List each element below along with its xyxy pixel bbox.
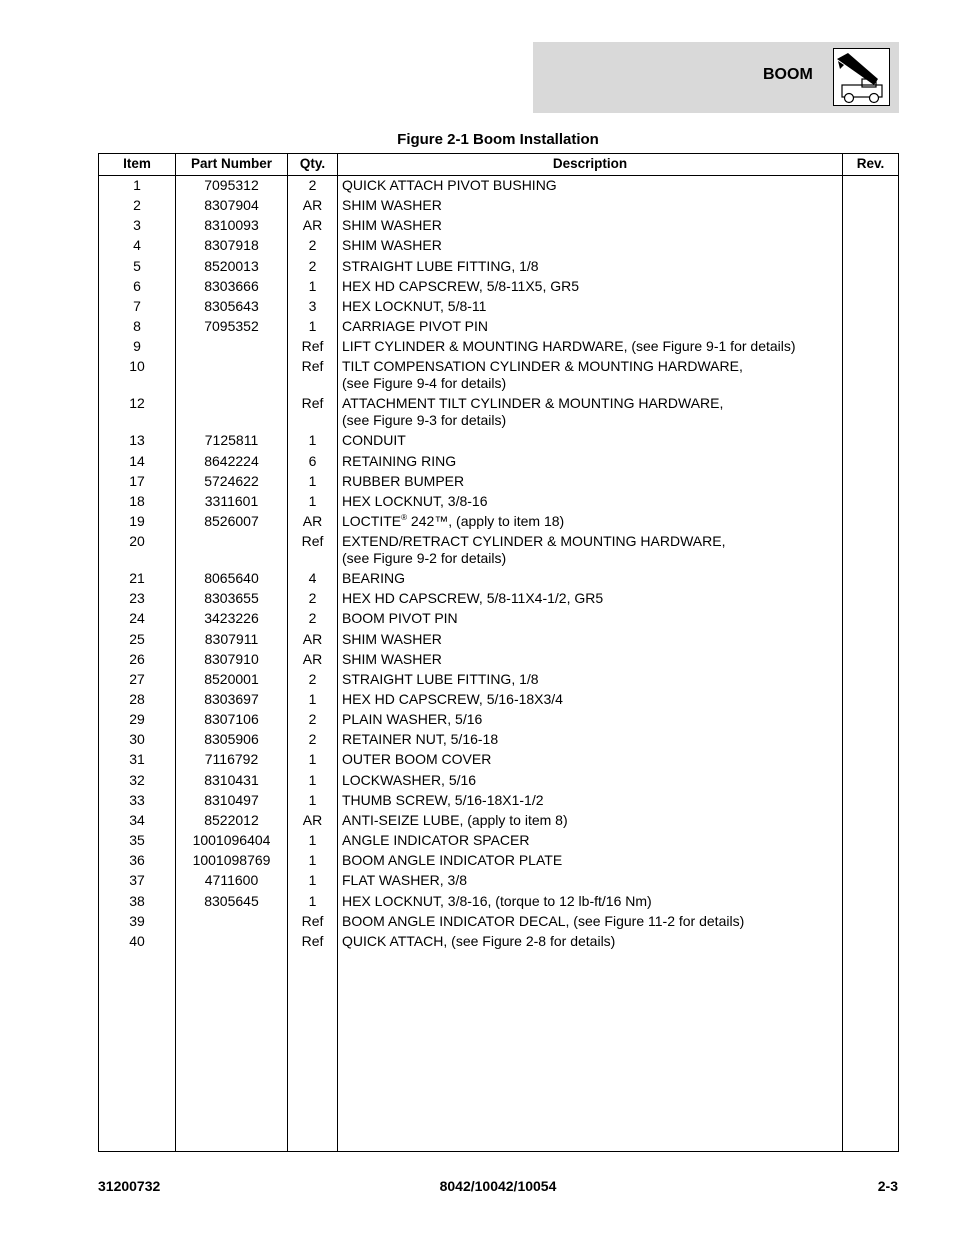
part-number-cell: 8310093	[204, 217, 259, 234]
item-cell: 7	[133, 297, 141, 314]
description-cell	[342, 933, 842, 950]
description-cell	[342, 671, 842, 688]
description-cell	[342, 731, 842, 748]
description-text: STRAIGHT LUBE FITTING, 1/8	[342, 670, 539, 687]
qty-cell: 1	[308, 472, 317, 489]
description-cell	[342, 872, 842, 889]
part-number-cell: 8307911	[204, 630, 259, 647]
qty-cell: 1	[308, 318, 317, 335]
part-number-cell: 8520013	[204, 257, 259, 274]
part-number-cell: 4711600	[204, 872, 259, 889]
qty-cell: AR	[302, 197, 323, 214]
description-cell	[342, 338, 842, 355]
description-cell	[342, 197, 842, 214]
qty-cell: 1	[308, 872, 317, 889]
description-text: CARRIAGE PIVOT PIN	[342, 318, 488, 335]
qty-cell: Ref	[301, 932, 324, 949]
description-cell	[342, 533, 842, 567]
description-cell	[342, 570, 842, 587]
part-number-cell: 1001096404	[192, 832, 271, 849]
item-cell: 10	[129, 358, 145, 375]
qty-cell: 2	[308, 711, 317, 728]
part-number-cell: 7095352	[204, 318, 259, 335]
part-number-cell: 1001098769	[192, 852, 271, 869]
description-text: QUICK ATTACH, (see Figure 2-8 for details)	[342, 932, 616, 949]
description-text: SHIM WASHER	[342, 630, 442, 647]
description-text: BOOM ANGLE INDICATOR DECAL, (see Figure 11-2 for details)	[342, 912, 745, 929]
item-cell: 32	[129, 771, 145, 788]
description-text: EXTEND/RETRACT CYLINDER & MOUNTING HARDWARE, (see Figure 9-2 for details)	[342, 533, 726, 567]
description-cell	[342, 751, 842, 768]
description-text: HEX LOCKNUT, 5/8-11	[342, 297, 487, 314]
description-cell	[342, 318, 842, 335]
qty-cell: AR	[302, 650, 323, 667]
description-cell	[342, 493, 842, 510]
item-cell: 27	[129, 670, 145, 687]
part-number-cell: 8303666	[204, 277, 259, 294]
column-header-item: Item	[123, 156, 151, 171]
item-cell: 5	[133, 257, 141, 274]
boom-telehandler-icon	[833, 48, 890, 106]
item-cell: 3	[133, 217, 141, 234]
item-cell: 19	[129, 512, 145, 529]
qty-cell: 4	[308, 570, 317, 587]
qty-cell: 2	[308, 177, 317, 193]
registered-mark: ®	[401, 512, 408, 522]
qty-cell: 1	[308, 432, 317, 449]
description-text: HEX HD CAPSCREW, 5/8-11X4-1/2, GR5	[342, 590, 604, 607]
part-number-cell: 5724622	[204, 472, 259, 489]
part-number-cell: 8065640	[204, 570, 259, 587]
description-cell	[342, 237, 842, 254]
qty-cell: 1	[308, 791, 317, 808]
qty-cell: Ref	[301, 912, 324, 929]
item-cell: 1	[133, 177, 141, 193]
description-text: FLAT WASHER, 3/8	[342, 872, 467, 889]
description-text: SHIM WASHER	[342, 197, 442, 214]
qty-cell: 1	[308, 751, 317, 768]
item-cell: 37	[129, 872, 145, 889]
item-cell: 20	[129, 533, 145, 550]
qty-cell: 1	[308, 771, 317, 788]
part-number-cell: 8303697	[204, 691, 259, 707]
description-cell	[342, 792, 842, 809]
description-cell	[342, 358, 842, 392]
header-divider	[99, 175, 898, 176]
column-header-description: Description	[552, 156, 628, 171]
item-cell: 13	[129, 432, 145, 449]
qty-cell: 2	[308, 610, 317, 627]
part-number-cell: 8305906	[204, 731, 259, 748]
description-text: OUTER BOOM COVER	[342, 751, 492, 768]
item-cell: 14	[129, 452, 145, 469]
item-cell: 36	[129, 852, 145, 869]
part-number-cell: 8307904	[204, 197, 259, 214]
part-number-cell: 8526007	[204, 512, 259, 529]
qty-cell: AR	[302, 630, 323, 647]
description-text: RETAINER NUT, 5/16-18	[342, 731, 499, 748]
part-number-cell: 7116792	[204, 751, 259, 768]
item-cell: 38	[129, 892, 145, 909]
item-cell: 31	[129, 751, 145, 768]
qty-cell: 1	[308, 492, 317, 509]
item-cell: 34	[129, 811, 145, 828]
part-number-cell: 3423226	[204, 610, 259, 627]
description-text: RUBBER BUMPER	[342, 472, 465, 489]
description-text: CONDUIT	[342, 432, 406, 449]
description-cell	[342, 651, 842, 668]
description-text: PLAIN WASHER, 5/16	[342, 711, 483, 728]
figure-title: Figure 2-1 Boom Installation	[397, 131, 599, 148]
description-text: LOCTITE	[342, 512, 402, 529]
description-text: SHIM WASHER	[342, 650, 442, 667]
part-number-cell: 8642224	[204, 452, 259, 469]
qty-cell: Ref	[301, 358, 324, 375]
item-cell: 9	[133, 338, 141, 355]
part-number-cell: 8310431	[204, 771, 259, 788]
description-cell	[342, 258, 842, 275]
qty-cell: Ref	[301, 533, 324, 550]
description-text: BOOM ANGLE INDICATOR PLATE	[342, 852, 563, 869]
item-cell: 30	[129, 731, 145, 748]
qty-cell: 2	[308, 237, 317, 254]
qty-cell: 2	[308, 590, 317, 607]
description-text: LIFT CYLINDER & MOUNTING HARDWARE, (see Figure 9-1 for details)	[342, 338, 796, 355]
item-cell: 21	[129, 570, 145, 587]
part-number-cell: 8307910	[204, 650, 259, 667]
item-cell: 8	[133, 318, 141, 335]
description-text: STRAIGHT LUBE FITTING, 1/8	[342, 257, 539, 274]
footer-page-number: 2-3	[877, 1178, 898, 1194]
description-cell	[342, 432, 842, 449]
description-text: ANTI-SEIZE LUBE, (apply to item 8)	[342, 811, 568, 828]
description-cell	[342, 691, 842, 708]
item-cell: 29	[129, 711, 145, 728]
column-header-qty: Qty.	[299, 156, 326, 171]
part-number-cell: 8522012	[204, 811, 259, 828]
item-cell: 39	[129, 912, 145, 929]
item-cell: 28	[129, 691, 145, 707]
item-cell: 40	[129, 932, 145, 949]
item-cell: 33	[129, 791, 145, 808]
qty-cell: Ref	[301, 395, 324, 412]
qty-cell: 1	[308, 892, 317, 909]
description-text: TILT COMPENSATION CYLINDER & MOUNTING HARDWARE, (see Figure 9-4 for details)	[342, 358, 743, 392]
part-number-cell: 8310497	[204, 791, 259, 808]
item-cell: 35	[129, 832, 145, 849]
qty-cell: 2	[308, 257, 317, 274]
description-cell	[342, 217, 842, 234]
description-text: BOOM PIVOT PIN	[342, 610, 458, 627]
description-text: HEX LOCKNUT, 3/8-16	[342, 492, 488, 509]
qty-cell: 2	[308, 670, 317, 687]
qty-cell: 1	[308, 691, 317, 707]
description-cell	[342, 913, 842, 930]
item-cell: 23	[129, 590, 145, 607]
part-number-cell: 8303655	[204, 590, 259, 607]
description-text: QUICK ATTACH PIVOT BUSHING	[342, 177, 557, 193]
description-text: BEARING	[342, 570, 406, 587]
description-cell	[342, 395, 842, 429]
description-cell	[342, 893, 842, 910]
qty-cell: 1	[308, 277, 317, 294]
item-cell: 12	[129, 395, 145, 412]
item-cell: 6	[133, 277, 141, 294]
description-text: SHIM WASHER	[342, 237, 442, 254]
description-cell	[342, 298, 842, 315]
description-text: THUMB SCREW, 5/16-18X1-1/2	[342, 791, 544, 808]
description-cell	[342, 631, 842, 648]
section-title: BOOM	[763, 66, 813, 83]
part-number-cell: 3311601	[204, 492, 259, 509]
description-cell	[342, 473, 842, 490]
description-text: SHIM WASHER	[342, 217, 442, 234]
footer-publication-number: 31200732	[98, 1178, 161, 1194]
qty-cell: 6	[308, 452, 317, 469]
description-cell	[342, 177, 842, 194]
part-number-cell: 8307918	[204, 237, 259, 254]
item-cell: 4	[133, 237, 141, 254]
part-number-cell: 8520001	[204, 670, 259, 687]
column-header-part-number: Part Number	[190, 156, 273, 171]
item-cell: 17	[129, 472, 145, 489]
description-cell	[342, 610, 842, 627]
part-number-cell: 8305643	[204, 297, 259, 314]
description-text: ANGLE INDICATOR SPACER	[342, 832, 530, 849]
parts-table	[98, 153, 899, 1152]
part-number-cell: 7095312	[204, 177, 259, 193]
qty-cell: AR	[302, 811, 323, 828]
description-text: HEX HD CAPSCREW, 5/8-11X5, GR5	[342, 277, 580, 294]
part-number-cell: 8307106	[204, 711, 259, 728]
description-text: LOCKWASHER, 5/16	[342, 771, 477, 788]
item-cell: 18	[129, 492, 145, 509]
qty-cell: 3	[308, 297, 317, 314]
footer-model-numbers: 8042/10042/10054	[439, 1178, 557, 1194]
description-cell	[342, 832, 842, 849]
qty-cell: 2	[308, 731, 317, 748]
description-cell	[342, 590, 842, 607]
column-header-rev: Rev.	[856, 156, 885, 171]
item-cell: 25	[129, 630, 145, 647]
description-text: RETAINING RING	[342, 452, 457, 469]
description-cell	[342, 852, 842, 869]
qty-cell: 1	[308, 832, 317, 849]
item-cell: 2	[133, 197, 141, 214]
item-cell: 26	[129, 650, 145, 667]
description-text-continued: 242™, (apply to item 18)	[407, 512, 565, 529]
description-cell	[342, 513, 842, 530]
description-cell	[342, 711, 842, 728]
column-divider	[337, 154, 338, 1151]
part-number-cell: 8305645	[204, 892, 259, 909]
description-text: ATTACHMENT TILT CYLINDER & MOUNTING HARDWARE, (see Figure 9-3 for details)	[342, 395, 724, 429]
qty-cell: Ref	[301, 338, 324, 355]
description-cell	[342, 772, 842, 789]
column-divider	[842, 154, 843, 1151]
item-cell: 24	[129, 610, 145, 627]
description-cell	[342, 453, 842, 470]
description-text: HEX HD CAPSCREW, 5/16-18X3/4	[342, 691, 563, 707]
description-text: HEX LOCKNUT, 3/8-16, (torque to 12 lb-ft/16 Nm)	[342, 892, 652, 909]
part-number-cell: 7125811	[204, 432, 259, 449]
description-cell	[342, 812, 842, 829]
description-cell	[342, 278, 842, 295]
qty-cell: AR	[302, 217, 323, 234]
qty-cell: AR	[302, 512, 323, 529]
qty-cell: 1	[308, 852, 317, 869]
